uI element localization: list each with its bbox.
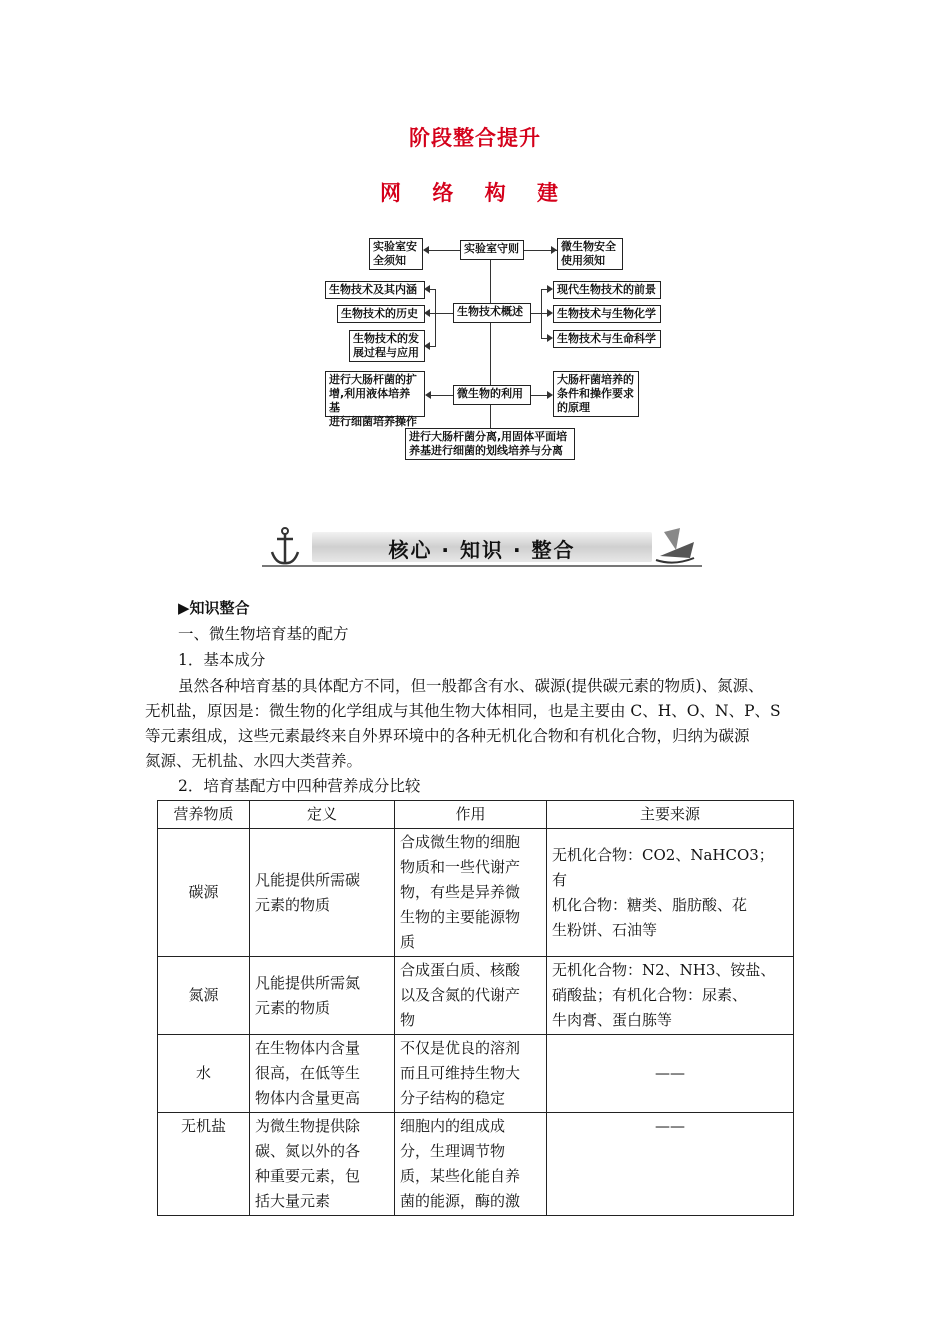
map-node-ecoli-conditions: 大肠杆菌培养的 条件和操作要求 的原理 (553, 371, 639, 417)
table-header: 营养物质 (158, 801, 250, 829)
table-row (158, 829, 794, 957)
map-node-microbe-safety: 微生物安全 使用须知 (557, 238, 623, 270)
table-cell-name: 水 (158, 1035, 250, 1113)
table-header-row (158, 801, 794, 829)
table-header: 作用 (395, 801, 547, 829)
table-header: 主要来源 (547, 801, 794, 829)
map-node-biotech-prospect: 现代生物技术的前景 (553, 281, 661, 299)
section-marker: ▶知识整合 (178, 599, 250, 617)
table-cell-name: 碳源 (158, 829, 250, 957)
map-node-biotech-meaning: 生物技术及其内涵 (325, 281, 425, 299)
map-node-biotech-history: 生物技术的历史 (337, 305, 425, 323)
section-title-network: 网 络 构 建 (380, 181, 570, 205)
heading-basic-components: 1．基本成分 (178, 651, 266, 669)
page-title: 阶段整合提升 (409, 126, 541, 150)
table-cell-function: 细胞内的组成成 分，生理调节物 质，某些化能自养 菌的能源，酶的激 (395, 1113, 547, 1216)
map-node-lab-rules: 实验室守则 (460, 240, 524, 260)
table-header: 定义 (250, 801, 395, 829)
sailboat-icon (650, 524, 698, 566)
map-node-ecoli-streak: 进行大肠杆菌分离,用固体平面培 养基进行细菌的划线培养与分离 (405, 428, 575, 460)
table-cell-function: 不仅是优良的溶剂 而且可维持生物大 分子结构的稳定 (395, 1035, 547, 1113)
table-cell-definition: 在生物体内含量 很高，在低等生 物体内含量更高 (250, 1035, 395, 1113)
section-banner (262, 522, 702, 570)
map-node-biotech-lifesci: 生物技术与生命科学 (553, 330, 661, 348)
map-node-biotech-biochem: 生物技术与生物化学 (553, 305, 661, 323)
map-node-ecoli-liquid: 进行大肠杆菌的扩 增,利用液体培养基 进行细菌培养操作 (325, 371, 425, 417)
table-row (158, 957, 794, 1035)
table-cell-source: —— (547, 1113, 794, 1216)
table-cell-function: 合成微生物的细胞 物质和一些代谢产 物，有些是异养微 生物的主要能源物 质 (395, 829, 547, 957)
map-node-biotech-development: 生物技术的发 展过程与应用 (349, 330, 425, 362)
banner-title: 核心 · 知识 · 整合 (388, 538, 576, 562)
table-cell-name: 无机盐 (158, 1113, 250, 1216)
table-cell-name: 氮源 (158, 957, 250, 1035)
table-cell-definition: 为微生物提供除 碳、氮以外的各 种重要元素，包 括大量元素 (250, 1113, 395, 1216)
table-row (158, 1035, 794, 1113)
heading-nutrient-comparison: 2．培育基配方中四种营养成分比较 (178, 777, 421, 795)
table-cell-source: —— (547, 1035, 794, 1113)
anchor-icon (268, 526, 302, 566)
table-cell-source: 无机化合物：N2、NH3、铵盐、 硝酸盐；有机化合物：尿素、 牛肉膏、蛋白胨等 (547, 957, 794, 1035)
table-cell-definition: 凡能提供所需氮 元素的物质 (250, 957, 395, 1035)
table-cell-definition: 凡能提供所需碳 元素的物质 (250, 829, 395, 957)
map-node-biotech-overview: 生物技术概述 (453, 303, 531, 323)
table-cell-source: 无机化合物：CO2、NaHCO3；有 机化合物：糖类、脂肪酸、花 生粉饼、石油等 (547, 829, 794, 957)
table-row (158, 1113, 794, 1216)
map-node-lab-safety: 实验室安 全须知 (369, 238, 423, 270)
map-node-microbe-use: 微生物的利用 (453, 385, 531, 405)
table-cell-function: 合成蛋白质、核酸 以及含氮的代谢产 物 (395, 957, 547, 1035)
nutrient-table (157, 800, 794, 1216)
heading-media-formula: 一、微生物培育基的配方 (178, 625, 349, 643)
